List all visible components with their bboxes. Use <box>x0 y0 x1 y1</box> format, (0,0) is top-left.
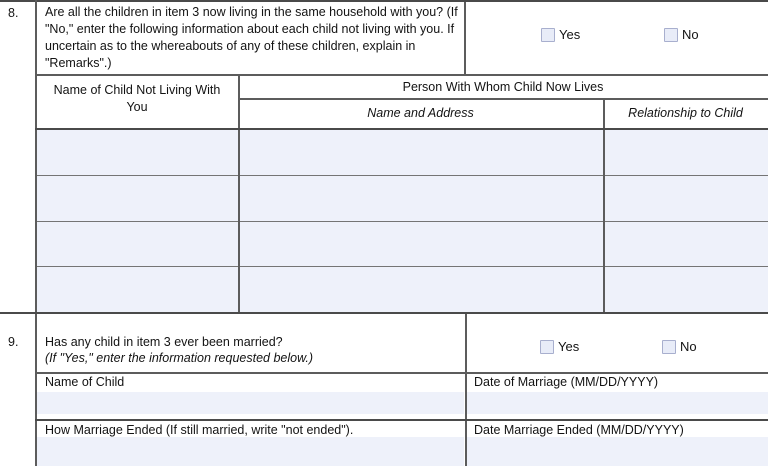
date-of-marriage-input[interactable] <box>467 392 768 414</box>
q8-yes-label: Yes <box>559 27 581 42</box>
child-table-row <box>36 267 768 312</box>
item-9-question: Has any child in item 3 ever been married? <box>45 335 283 349</box>
child-table-row <box>36 222 768 268</box>
date-marriage-ended-label: Date Marriage Ended (MM/DD/YYYY) <box>474 423 684 437</box>
child-table-body <box>36 130 768 312</box>
person-name-address-cell[interactable] <box>238 267 603 312</box>
child-table-row <box>36 176 768 222</box>
section-divider <box>0 312 768 314</box>
person-name-address-cell[interactable] <box>238 176 603 221</box>
child-table-group-header: Person With Whom Child Now Lives <box>402 80 604 94</box>
top-border <box>0 0 768 2</box>
group-header-bottom-border <box>238 98 768 100</box>
q9-no-checkbox[interactable] <box>662 340 676 354</box>
item-8-question: Are all the children in item 3 now living in the same household with you? (If "No," enter the following information about each child not living with you. If uncertain as to the whereabouts of any of these children, explain in "Remarks".) <box>45 5 458 70</box>
child-name-cell[interactable] <box>36 176 238 221</box>
q9-row-divider <box>35 419 768 421</box>
name-of-child-label: Name of Child <box>45 375 125 389</box>
child-name-cell[interactable] <box>36 130 238 175</box>
table-col1-border <box>238 74 240 312</box>
how-marriage-ended-input[interactable] <box>37 437 464 466</box>
q8-no-label: No <box>682 27 699 42</box>
item-8-number: 8. <box>8 6 19 20</box>
child-table-row <box>36 130 768 176</box>
item-number-column-border <box>35 0 37 466</box>
item-9-number: 9. <box>8 335 19 349</box>
relationship-cell[interactable] <box>603 130 768 175</box>
child-table-col2-header: Name and Address <box>367 106 474 120</box>
q9-column-border <box>465 314 467 466</box>
q8-no-checkbox[interactable] <box>664 28 678 42</box>
q9-yes-label: Yes <box>558 339 580 354</box>
q9-no-label: No <box>680 339 697 354</box>
date-of-marriage-label: Date of Marriage (MM/DD/YYYY) <box>474 375 659 389</box>
person-name-address-cell[interactable] <box>238 222 603 267</box>
date-marriage-ended-input[interactable] <box>467 437 768 466</box>
child-table-col3-header: Relationship to Child <box>628 106 743 120</box>
person-name-address-cell[interactable] <box>238 130 603 175</box>
header-row-bottom-border <box>35 128 768 130</box>
how-marriage-ended-label: How Marriage Ended (If still married, write "not ended"). <box>45 423 354 437</box>
relationship-cell[interactable] <box>603 222 768 267</box>
q8-yes-checkbox[interactable] <box>541 28 555 42</box>
q9-question-bottom-border <box>35 372 768 374</box>
child-name-cell[interactable] <box>36 267 238 312</box>
item-9-question-note: (If "Yes," enter the information requested below.) <box>45 351 314 365</box>
relationship-cell[interactable] <box>603 267 768 312</box>
child-name-cell[interactable] <box>36 222 238 267</box>
q9-yes-checkbox[interactable] <box>540 340 554 354</box>
q8-yesno-cell-border <box>464 2 466 74</box>
name-of-child-input[interactable] <box>37 392 464 414</box>
child-table-col1-header: Name of Child Not Living With You <box>53 83 221 114</box>
table-col2-border <box>603 98 605 312</box>
relationship-cell[interactable] <box>603 176 768 221</box>
q8-question-bottom-border <box>35 74 768 76</box>
